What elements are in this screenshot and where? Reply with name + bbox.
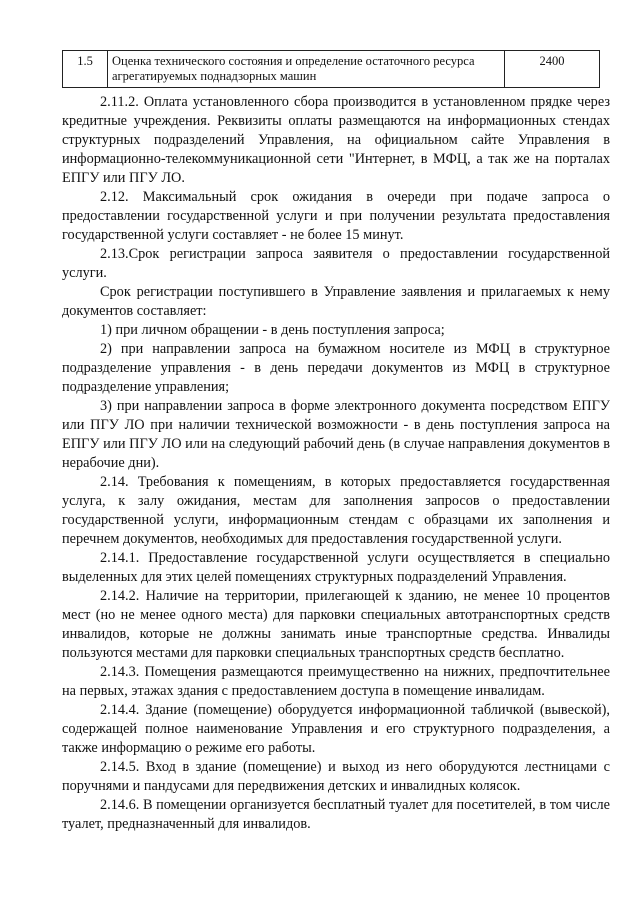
- document-body: [62, 93, 610, 834]
- paragraph-2-14-1: 2.14.1. Предоставление государственной услуги осуществляется в специально выделенных для этих целей помещениях структурных подразделений Управления.: [62, 550, 610, 585]
- paragraph-2-14-5: 2.14.5. Вход в здание (помещение) и выход из него оборудуются лестницами с поручнями и пандусами для передвижения детских и инвалидных колясок.: [62, 759, 610, 794]
- paragraph-2-14-6: 2.14.6. В помещении организуется бесплатный туалет для посетителей, в том числе туалет, предназначенный для инвалидов.: [62, 797, 610, 832]
- list-item-3: 3) при направлении запроса в форме электронного документа посредством ЕПГУ или ПГУ ЛО при наличии технической возможности - в день поступления запроса на ЕПГУ или ПГУ ЛО или на следующий рабочий день (в случае направления документов в нерабочие дни).: [62, 398, 610, 471]
- paragraph-2-14-3: 2.14.3. Помещения размещаются преимущественно на нижних, предпочтительнее на первых, этажах здания с предоставлением доступа в помещение инвалидам.: [62, 664, 610, 699]
- row-number: 1.5: [63, 51, 108, 88]
- paragraph-2-14-2: 2.14.2. Наличие на территории, прилегающей к зданию, не менее 10 процентов мест (но не менее одного места) для парковки специальных автотранспортных средств инвалидов, которые не должны занимать иные транспортные средства. Инвалиды пользуются местами для парковки специальных транспортных средств бесплатно.: [62, 588, 610, 661]
- table-row: [63, 51, 600, 88]
- list-item-1: 1) при личном обращении - в день поступления запроса;: [100, 322, 445, 338]
- paragraph-2-14: 2.14. Требования к помещениям, в которых предоставляется государственная услуга, к залу ожидания, местам для заполнения запросов о предоставлении государственной услуги, информационным стендам с образцами их заполнения и перечнем документов, необходимых для предоставления государственной услуги.: [62, 474, 610, 547]
- list-item-2: 2) при направлении запроса на бумажном носителе из МФЦ в структурное подразделение управления - в день передачи документов из МФЦ в структурное подразделение управления;: [62, 341, 610, 395]
- row-description: Оценка технического состояния и определение остаточного ресурса агрегатируемых поднадзорных машин: [108, 51, 505, 88]
- paragraph-registration-term: Срок регистрации поступившего в Управление заявления и прилагаемых к нему документов составляет:: [62, 284, 610, 319]
- paragraph-2-14-4: 2.14.4. Здание (помещение) оборудуется информационной табличкой (вывеской), содержащей полное наименование Управления и его структурного подразделения, а также информацию о режиме его работы.: [62, 702, 610, 756]
- fee-table: [62, 50, 600, 88]
- row-amount: 2400: [505, 51, 600, 88]
- paragraph-2-11-2: 2.11.2. Оплата установленного сбора производится в установленном прядке через кредитные учреждения. Реквизиты оплаты размещаются на информационных стендах структурных подразделений Управления, на официальном сайте Управления в информационно-телекоммуникационной сети "Интернет, в МФЦ, а так же на порталах ЕПГУ или ПГУ ЛО.: [62, 94, 610, 186]
- paragraph-2-12: 2.12. Максимальный срок ожидания в очереди при подаче запроса о предоставлении государственной услуги и при получении результата предоставления государственной услуги составляет - не более 15 минут.: [62, 189, 610, 243]
- paragraph-2-13: 2.13.Срок регистрации запроса заявителя о предоставлении государственной услуги.: [62, 246, 610, 281]
